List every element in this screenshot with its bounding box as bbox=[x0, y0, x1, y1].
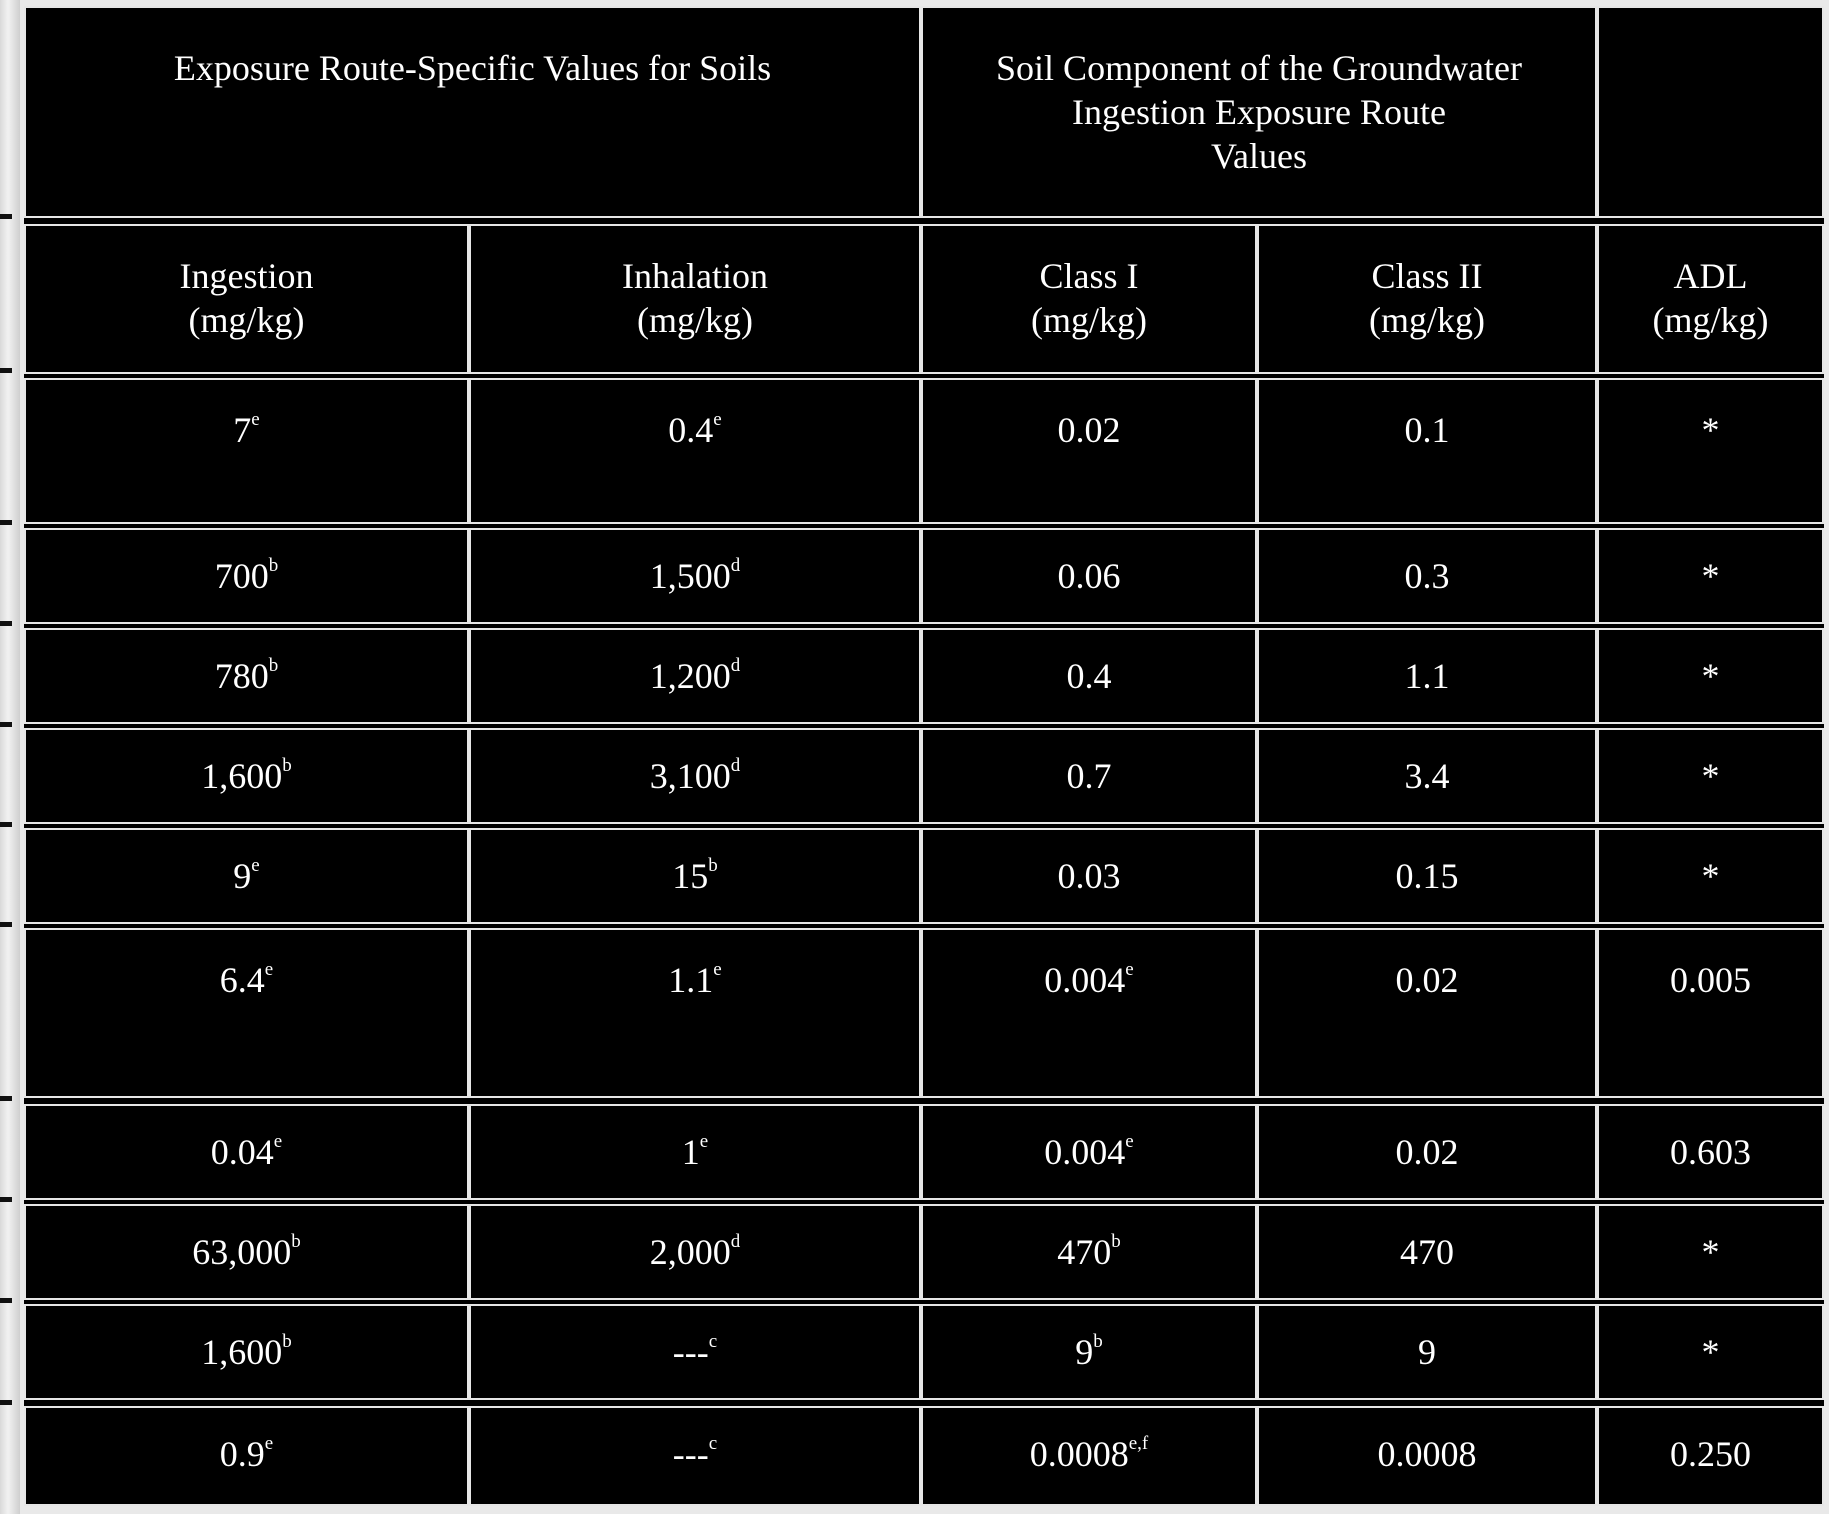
edge-mark bbox=[0, 1096, 12, 1101]
footnote-marker: d bbox=[730, 655, 741, 676]
cell-value: 9 bbox=[233, 856, 252, 896]
table-cell bbox=[469, 728, 921, 824]
footnote-marker: b bbox=[291, 1231, 301, 1252]
cell-value: 1,600 bbox=[201, 756, 283, 796]
column-header bbox=[1597, 224, 1824, 374]
cell-value: 0.03 bbox=[1057, 856, 1121, 896]
table-cell bbox=[469, 1304, 921, 1400]
footnote-marker: b bbox=[268, 555, 279, 576]
edge-mark bbox=[0, 822, 12, 827]
footnote-marker: b bbox=[268, 655, 279, 676]
cell-value: 0.15 bbox=[1395, 856, 1459, 896]
table-cell bbox=[921, 378, 1257, 524]
footnote-marker: d bbox=[730, 1231, 741, 1252]
column-header-name: Class I bbox=[1039, 256, 1139, 296]
footnote-marker: d bbox=[730, 555, 741, 576]
table-cell bbox=[921, 728, 1257, 824]
column-header-name: Ingestion bbox=[179, 256, 314, 296]
table-cell bbox=[921, 928, 1257, 1098]
table-cell bbox=[24, 828, 469, 924]
cell-value: 470 bbox=[1400, 1232, 1454, 1272]
footnote-marker: e bbox=[251, 409, 260, 430]
table-cell bbox=[24, 1304, 469, 1400]
table-cell bbox=[921, 1104, 1257, 1200]
table-cell bbox=[24, 1104, 469, 1200]
data-table bbox=[24, 6, 1824, 1506]
cell-value: 1,200 bbox=[649, 656, 731, 696]
group-header-line-2: Ingestion Exposure Route bbox=[1072, 92, 1446, 132]
footnote-marker: c bbox=[708, 1331, 718, 1352]
group-header-line-3: Values bbox=[1211, 136, 1307, 176]
table-cell bbox=[921, 528, 1257, 624]
cell-value: 1.1 bbox=[668, 960, 714, 1000]
cell-value: * bbox=[1701, 1332, 1720, 1372]
footnote-marker: b bbox=[708, 855, 718, 876]
cell-value: 700 bbox=[214, 556, 269, 596]
column-header-name: Inhalation bbox=[622, 256, 768, 296]
footnote-marker: e bbox=[264, 959, 274, 980]
column-header-unit: (mg/kg) bbox=[1369, 300, 1485, 340]
footnote-marker: b bbox=[1093, 1331, 1103, 1352]
table-cell bbox=[24, 528, 469, 624]
cell-value: 6.4 bbox=[219, 960, 265, 1000]
edge-mark bbox=[0, 1400, 12, 1405]
table-cell bbox=[24, 628, 469, 724]
column-header-unit: (mg/kg) bbox=[1652, 300, 1769, 340]
cell-value: 1,600 bbox=[201, 1332, 283, 1372]
table-cell bbox=[1257, 728, 1597, 824]
cell-value: 1,500 bbox=[649, 556, 731, 596]
table-cell bbox=[1257, 828, 1597, 924]
cell-value: 0.02 bbox=[1057, 410, 1121, 450]
footnote-marker: e bbox=[251, 855, 260, 876]
table-cell bbox=[1597, 828, 1824, 924]
footnote-marker: e bbox=[1125, 1131, 1134, 1152]
table-cell bbox=[1597, 378, 1824, 524]
footnote-marker: c bbox=[708, 1433, 718, 1454]
cell-value: --- bbox=[672, 1434, 709, 1474]
cell-value: 0.04 bbox=[210, 1132, 274, 1172]
table-cell bbox=[1597, 728, 1824, 824]
cell-value: * bbox=[1701, 1232, 1720, 1272]
group-header-groundwater bbox=[921, 6, 1597, 218]
cell-value: 2,000 bbox=[649, 1232, 731, 1272]
footnote-marker: e bbox=[273, 1131, 283, 1152]
table-cell bbox=[24, 1204, 469, 1300]
table-cell bbox=[921, 628, 1257, 724]
cell-value: 0.004 bbox=[1044, 1132, 1126, 1172]
cell-value: * bbox=[1701, 556, 1720, 596]
table-cell bbox=[469, 1406, 921, 1506]
group-header-exposure-route bbox=[24, 6, 921, 218]
footnote-marker: e bbox=[699, 1131, 709, 1152]
footnote-marker: e bbox=[264, 1433, 274, 1454]
cell-value: 0.0008 bbox=[1377, 1434, 1477, 1474]
edge-mark bbox=[0, 922, 12, 927]
column-header-unit: (mg/kg) bbox=[1031, 300, 1147, 340]
cell-value: 15 bbox=[672, 856, 709, 896]
table-cell bbox=[469, 528, 921, 624]
cell-value: 1.1 bbox=[1404, 656, 1450, 696]
table-cell bbox=[1257, 1406, 1597, 1506]
edge-mark bbox=[0, 1197, 12, 1202]
edge-mark bbox=[0, 214, 12, 219]
cell-value: 7 bbox=[233, 410, 252, 450]
cell-value: * bbox=[1701, 856, 1720, 896]
cell-value: 0.9 bbox=[219, 1434, 265, 1474]
column-header bbox=[24, 224, 469, 374]
cell-value: 9 bbox=[1075, 1332, 1094, 1372]
table-cell bbox=[1257, 928, 1597, 1098]
edge-mark bbox=[0, 520, 12, 525]
edge-mark bbox=[0, 621, 12, 626]
table-cell bbox=[1597, 528, 1824, 624]
edge-mark bbox=[0, 368, 12, 373]
footnote-marker: b bbox=[282, 755, 292, 776]
table-cell bbox=[469, 828, 921, 924]
cell-value: 1 bbox=[681, 1132, 700, 1172]
table-cell bbox=[24, 728, 469, 824]
table-cell bbox=[1597, 628, 1824, 724]
cell-value: 63,000 bbox=[192, 1232, 292, 1272]
column-header-unit: (mg/kg) bbox=[188, 300, 305, 340]
footnote-marker: e,f bbox=[1128, 1433, 1149, 1454]
table-cell bbox=[1597, 1406, 1824, 1506]
column-header bbox=[469, 224, 921, 374]
footnote-marker: e bbox=[1125, 959, 1134, 980]
table-cell bbox=[921, 1406, 1257, 1506]
table-cell bbox=[1257, 1104, 1597, 1200]
cell-value: 3.4 bbox=[1404, 756, 1450, 796]
group-header-line-1: Soil Component of the Groundwater bbox=[996, 48, 1522, 88]
footnote-marker: e bbox=[713, 409, 722, 430]
cell-value: 9 bbox=[1418, 1332, 1436, 1372]
group-header-text: Exposure Route-Specific Values for Soils bbox=[173, 48, 772, 88]
table-cell bbox=[921, 1204, 1257, 1300]
footnote-marker: d bbox=[730, 755, 741, 776]
cell-value: * bbox=[1701, 410, 1720, 450]
column-header-name: ADL bbox=[1673, 256, 1748, 296]
table-cell bbox=[469, 628, 921, 724]
table-cell bbox=[1257, 528, 1597, 624]
table-cell bbox=[24, 378, 469, 524]
cell-value: 0.250 bbox=[1670, 1434, 1751, 1474]
group-header-empty bbox=[1597, 6, 1824, 218]
table-cell bbox=[921, 1304, 1257, 1400]
edge-mark bbox=[0, 1298, 12, 1303]
table-cell bbox=[1597, 1304, 1824, 1400]
page-left-edge bbox=[0, 0, 20, 1514]
cell-value: 0.603 bbox=[1670, 1132, 1751, 1172]
cell-value: * bbox=[1701, 756, 1720, 796]
table-cell bbox=[469, 378, 921, 524]
table-cell bbox=[921, 828, 1257, 924]
table-cell bbox=[1597, 1204, 1824, 1300]
cell-value: 3,100 bbox=[649, 756, 731, 796]
column-header bbox=[921, 224, 1257, 374]
cell-value: * bbox=[1701, 656, 1720, 696]
table-cell bbox=[24, 928, 469, 1098]
table-cell bbox=[1597, 928, 1824, 1098]
column-header-name: Class II bbox=[1371, 256, 1483, 296]
table-cell bbox=[469, 1104, 921, 1200]
table-cell bbox=[1257, 1204, 1597, 1300]
footnote-marker: b bbox=[282, 1331, 292, 1352]
table-cell bbox=[469, 1204, 921, 1300]
cell-value: 780 bbox=[214, 656, 269, 696]
edge-mark bbox=[0, 722, 12, 727]
cell-value: --- bbox=[672, 1332, 709, 1372]
table-cell bbox=[1257, 378, 1597, 524]
cell-value: 0.02 bbox=[1395, 1132, 1459, 1172]
column-header-unit: (mg/kg) bbox=[637, 300, 753, 340]
cell-value: 0.4 bbox=[1066, 656, 1112, 696]
table-cell bbox=[1597, 1104, 1824, 1200]
cell-value: 0.06 bbox=[1057, 556, 1121, 596]
cell-value: 0.4 bbox=[668, 410, 714, 450]
cell-value: 0.3 bbox=[1404, 556, 1450, 596]
cell-value: 470 bbox=[1057, 1232, 1112, 1272]
cell-value: 0.004 bbox=[1044, 960, 1126, 1000]
cell-value: 0.005 bbox=[1670, 960, 1751, 1000]
table-cell bbox=[24, 1406, 469, 1506]
cell-value: 0.1 bbox=[1404, 410, 1450, 450]
cell-value: 0.02 bbox=[1395, 960, 1459, 1000]
cell-value: 0.0008 bbox=[1029, 1434, 1129, 1474]
cell-value: 0.7 bbox=[1066, 756, 1112, 796]
table-cell bbox=[1257, 1304, 1597, 1400]
table-cell bbox=[469, 928, 921, 1098]
column-header bbox=[1257, 224, 1597, 374]
footnote-marker: e bbox=[713, 959, 722, 980]
footnote-marker: b bbox=[1111, 1231, 1121, 1252]
table-cell bbox=[1257, 628, 1597, 724]
